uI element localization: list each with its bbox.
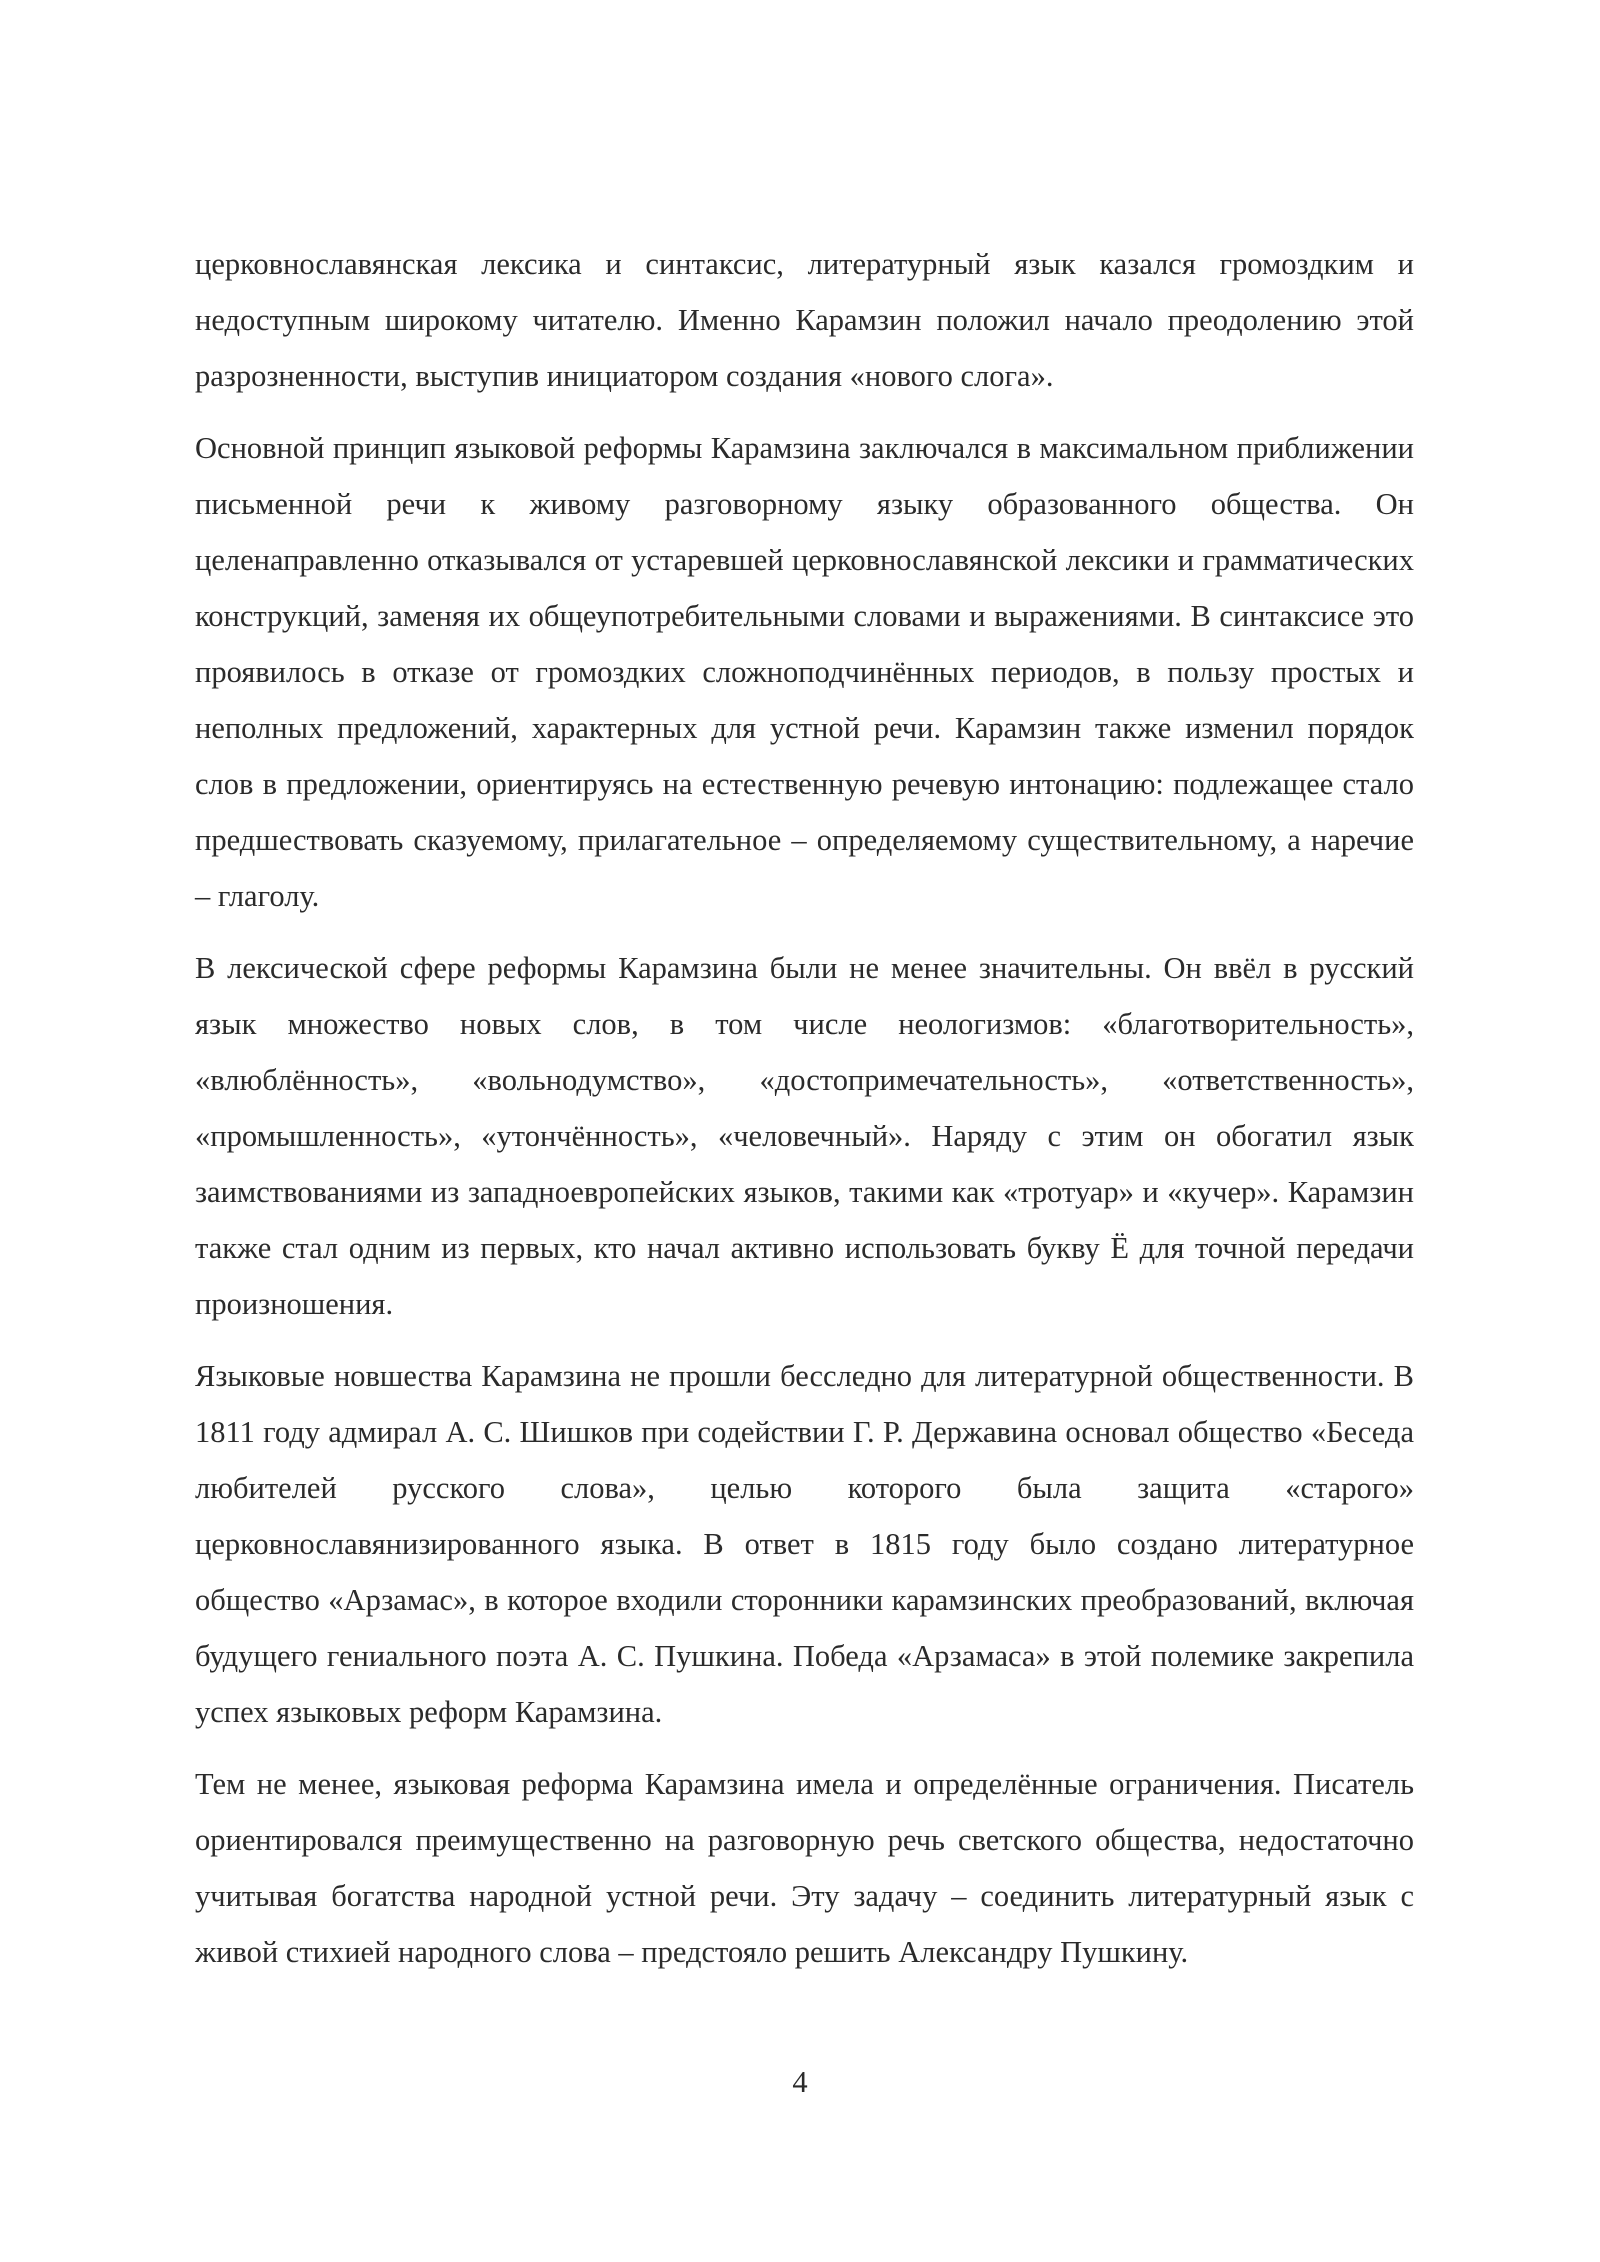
paragraph-limitations: Тем не менее, языковая реформа Карамзина имела и определённые ограничения. Писатель ориентировался преимущественно на разговорную речь светского общества, недостаточно учитывая богатства народной устной речи. Эту задачу – соединить литературный язык с живой стихией народного слова – предстояло решить Александру Пушкину. (195, 1767, 1414, 1969)
paragraph-literary-societies: Языковые новшества Карамзина не прошли бесследно для литературной общественности. В 1811 году адмирал А. С. Шишков при содействии Г. Р. Державина основал общество «Беседа любителей русского слова», целью которого была защита «старого» церковнославянизированного языка. В ответ в 1815 году было создано литературное общество «Арзамас», в которое входили сторонники карамзинских преобразований, включая будущего гениального поэта А. С. Пушкина. Победа «Арзамаса» в этой полемике закрепила успех языковых реформ Карамзина. (195, 1359, 1414, 1729)
paragraph-reform-principle: Основной принцип языковой реформы Карамзина заключался в максимальном приближении письменной речи к живому разговорному языку образованного общества. Он целенаправленно отказывался от устаревшей церковнославянской лексики и грамматических конструкций, заменяя их общеупотребительными словами и выражениями. В синтаксисе это проявилось в отказе от громоздких сложноподчинённых периодов, в пользу простых и неполных предложений, характерных для устной речи. Карамзин также изменил порядок слов в предложении, ориентируясь на естественную речевую интонацию: подлежащее стало предшествовать сказуемому, прилагательное – определяемому существительному, а наречие – глаголу. (195, 431, 1414, 913)
paragraph-continuation: церковнославянская лексика и синтаксис, литературный язык казался громоздким и недоступным широкому читателю. Именно Карамзин положил начало преодолению этой разрозненности, выступив инициатором создания «нового слога». (195, 247, 1414, 393)
page-number: 4 (792, 2065, 808, 2099)
document-body (195, 236, 1414, 1996)
paragraph-lexical-sphere: В лексической сфере реформы Карамзина были не менее значительны. Он ввёл в русский язык множество новых слов, в том числе неологизмов: «благотворительность», «влюблённость», «вольнодумство», «достопримечательность», «ответственность», «промышленность», «утончённость», «человечный». Наряду с этим он обогатил язык заимствованиями из западноевропейских языков, такими как «тротуар» и «кучер». Карамзин также стал одним из первых, кто начал активно использовать букву Ё для точной передачи произношения. (195, 951, 1414, 1321)
